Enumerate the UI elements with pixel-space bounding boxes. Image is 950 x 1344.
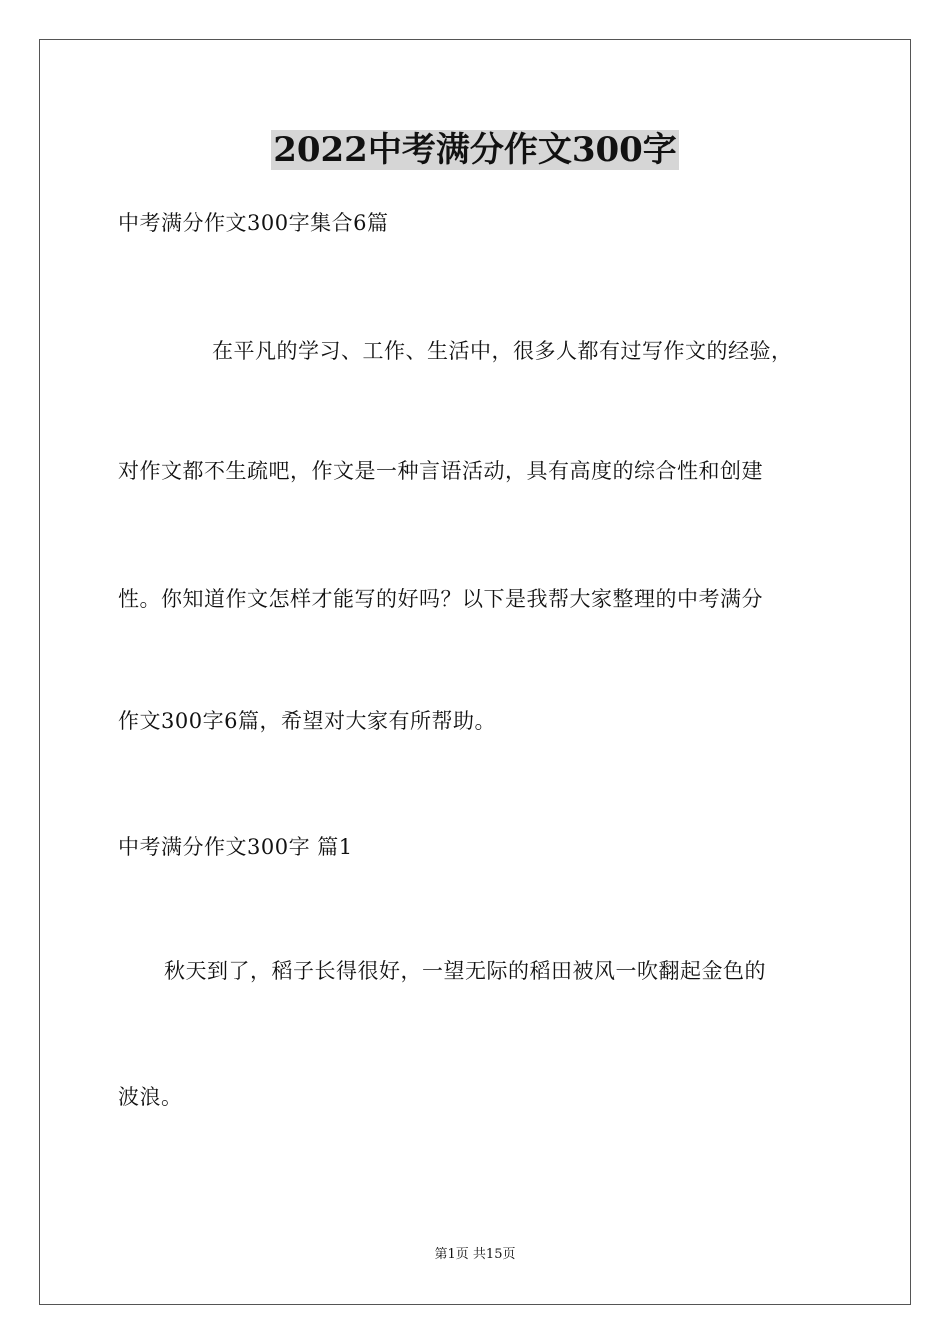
paragraph-line: 作文300字6篇，希望对大家有所帮助。	[118, 709, 496, 733]
document-subtitle: 中考满分作文300字集合6篇	[118, 211, 389, 235]
paragraph-line: 在平凡的学习、工作、生活中，很多人都有过写作文的经验，	[212, 339, 793, 363]
paragraph-line: 秋天到了，稻子长得很好，一望无际的稻田被风一吹翻起金色的	[164, 959, 766, 983]
page-footer: 第1页 共15页	[434, 1247, 516, 1262]
section-heading: 中考满分作文300字 篇1	[118, 835, 353, 859]
paragraph-line: 性。你知道作文怎样才能写的好吗？以下是我帮大家整理的中考满分	[118, 587, 763, 611]
paragraph-line: 对作文都不生疏吧，作文是一种言语活动，具有高度的综合性和创建	[118, 459, 763, 483]
document-title-text: 2022中考满分作文300字	[273, 130, 677, 170]
paragraph-line: 波浪。	[118, 1085, 183, 1109]
document-title	[0, 126, 950, 174]
